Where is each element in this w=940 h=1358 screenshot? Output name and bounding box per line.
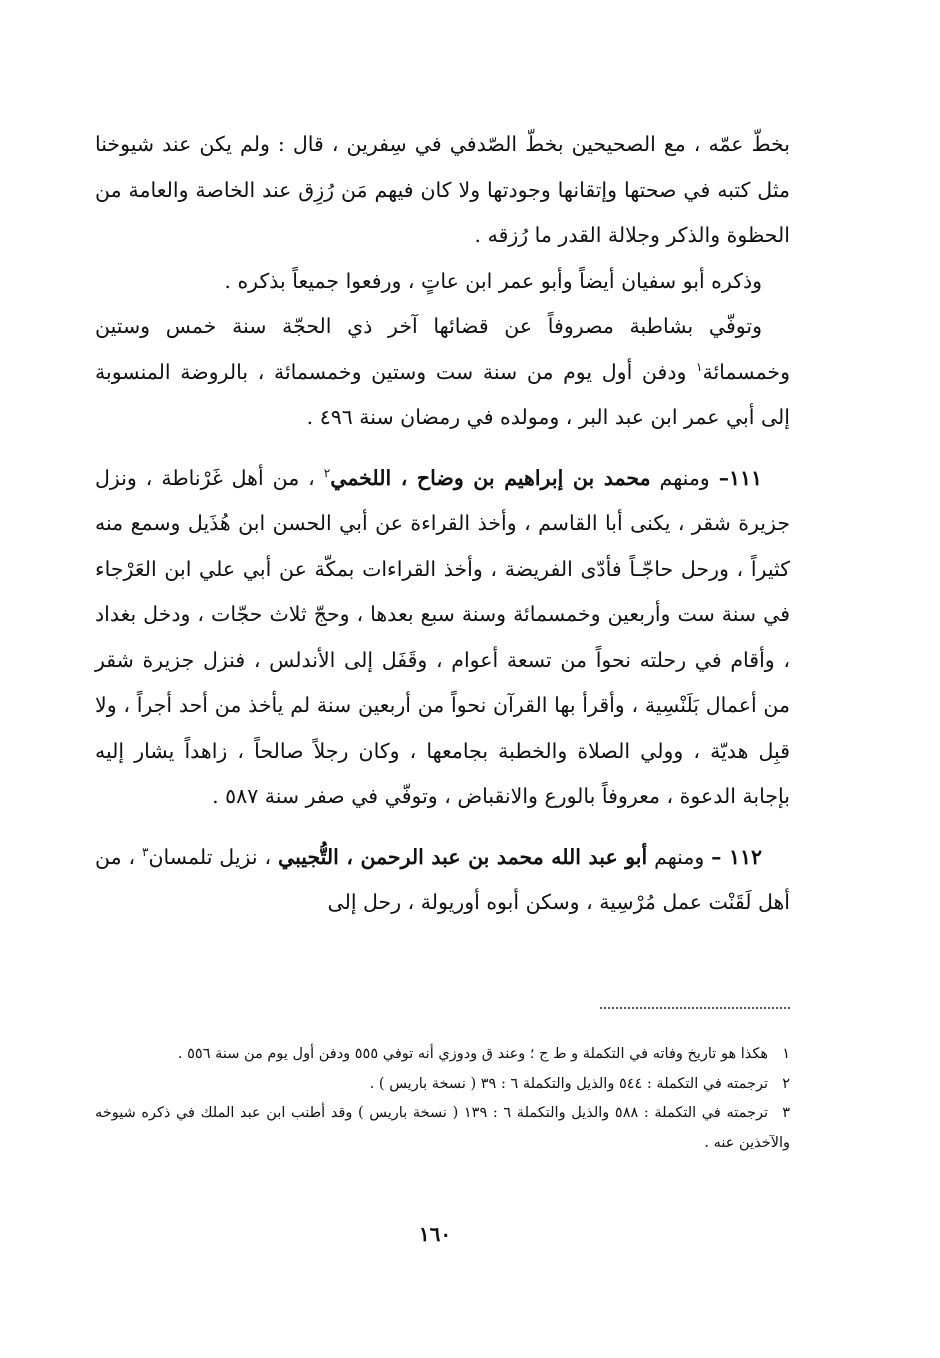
- footnote-1: [95, 1040, 790, 1070]
- footnote-1-text: هكذا هو تاريخ وفاته في التكملة و ط ج ؛ وعند ق ودوزي أنه توفي ٥٥٥ ودفن أول يوم من سنة ٥٥٦ .: [177, 1046, 768, 1062]
- entry-112-number: ١١٢ –: [711, 844, 762, 869]
- footnote-separator: [600, 1007, 790, 1009]
- footnote-1-number: ١: [782, 1046, 790, 1062]
- entry-112: [95, 835, 790, 926]
- footnote-2-number: ٢: [782, 1075, 790, 1092]
- footnote-2: [95, 1070, 790, 1100]
- paragraph-gap: [95, 820, 790, 835]
- entry-112-text-a: ، نزيل تلمسان: [148, 844, 278, 869]
- paragraph-3-text-b: ودفن أول يوم من سنة ست وستين وخمسمائة ، بالروضة المنسوبة إلى أبي عمر ابن عبد البر ، ومولده في رمضان سنة ٤٩٦ .: [95, 359, 790, 429]
- footnote-ref-3: ٣: [142, 844, 149, 859]
- entry-111-number: ١١١–: [718, 465, 762, 490]
- paragraph-gap: [95, 441, 790, 456]
- footnote-ref-2: ٢: [323, 465, 331, 480]
- entry-111-intro: ومنهم: [650, 465, 719, 490]
- entry-112-name: أبو عبد الله محمد بن عبد الرحمن ، التُّجيبي: [277, 844, 648, 869]
- footnotes: [95, 1040, 790, 1158]
- paragraph-2: [95, 259, 790, 305]
- footnote-3: [95, 1099, 790, 1158]
- paragraph-3-text-a: وتوفّي بشاطبة مصروفاً عن قضائها آخر ذي الحجّة سنة خمس وستين وخمسمائة: [95, 314, 790, 384]
- entry-111-name: محمد بن إبراهيم بن وضاح ، اللخمي: [330, 465, 651, 490]
- entry-112-intro: ومنهم: [647, 844, 712, 869]
- paragraph-3: [95, 304, 790, 441]
- paragraph-1-text: بخطّ عمّه ، مع الصحيحين بخطّ الصّدفي في سِفرين ، قال : ولم يكن عند شيوخنا مثل كتبه في صحتها وإتقانها وجودتها ولا كان فيهم مَن رُزِق عند الخاصة والعامة من الحظوة والذكر وجلالة القدر ما رُزقه .: [95, 132, 790, 247]
- footnote-ref-1: ١: [696, 359, 703, 374]
- paragraph-2-text: وذكره أبو سفيان أيضاً وأبو عمر ابن عاتٍ ، ورفعوا جميعاً بذكره .: [224, 268, 762, 293]
- paragraph-1: [95, 122, 790, 259]
- footnote-3-text: ترجمته في التكملة : ٥٨٨ والذيل والتكملة ٦ : ١٣٩ ( نسخة باريس ) وقد أطنب ابن عبد الملك في ذكره شيوخه والآخذين عنه .: [95, 1105, 790, 1151]
- footnote-2-text: ترجمته في التكملة : ٥٤٤ والذيل والتكملة ٦ : ٣٩ ( نسخة باريس ) .: [369, 1075, 768, 1092]
- main-text: [95, 122, 790, 926]
- footnote-3-number: ٣: [782, 1105, 790, 1121]
- entry-111-text: ، من أهل غَرْناطة ، ونزل جزيرة شقر ، يكنى أبا القاسم ، وأخذ القراءة عن أبي الحسن ابن هُذَيل وسمع منه كثيراً ، ورحل حاجّـاً فأدّى الفريضة ، وأخذ القراءات بمكّة عن أبي علي ابن العَرْجاء في سنة ست وأربعين وخمسمائة وسنة سبع بعدها ، وحجّ ثلاث حجّات ، ودخل بغداد ، وأقام في رحلته نحواً من تسعة أعوام ، وقَفَل إلى الأندلس ، فنزل جزيرة شقر من أعمال بَلَنْسِية ، وأقرأ بها القرآن نحواً من أربعين سنة لم يأخذ من أحد أجراً ، ولا قبِل هديّة ، وولي الصلاة والخطبة بجامعها ، وكان رجلاً صالحاً ، زاهداً يشار إليه بإجابة الدعوة ، معروفاً بالورع والانقباض ، وتوفّي في صفر سنة ٥٨٧ .: [95, 465, 790, 808]
- entry-112-text-b: ، من أهل لَقَنْت عمل مُرْسِية ، وسكن أبوه أوريولة ، رحل إلى: [95, 844, 790, 914]
- page-number: ١٦٠: [418, 1222, 452, 1246]
- entry-111: [95, 456, 790, 820]
